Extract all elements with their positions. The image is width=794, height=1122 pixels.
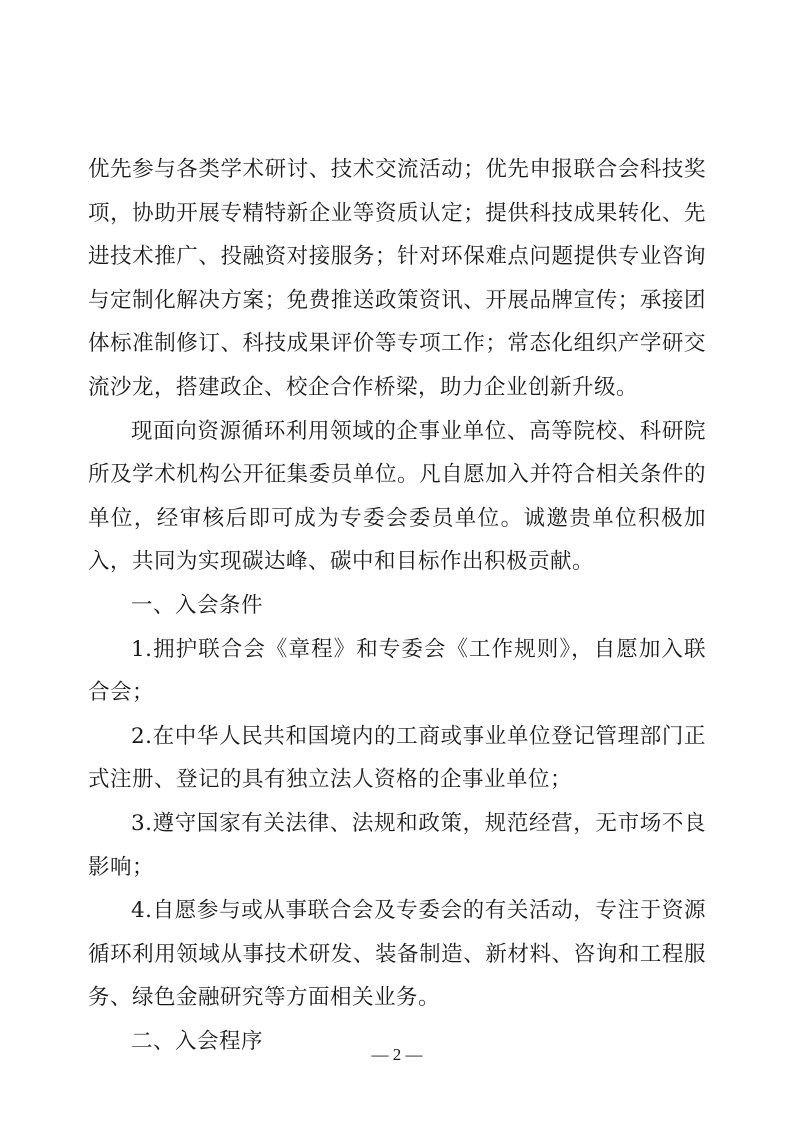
section-heading-membership-procedure: 二、入会程序 — [131, 1028, 264, 1054]
paragraph-recruitment-notice: 现面向资源循环利用领域的企事业单位、高等院校、科研院所及学术机构公开征集委员单位。凡自愿加入并符合相关条件的单位，经审核后即可成为专委会委员单位。诚邀贵单位积极加入，共同为实现碳达峰、碳中和目标作出积极贡献。 — [88, 418, 706, 575]
condition-item-4: 4.自愿参与或从事联合会及专委会的有关活动，专注于资源循环利用领域从事技术研发、装备制造、新材料、咨询和工程服务、绿色金融研究等方面相关业务。 — [88, 898, 706, 1011]
paragraph-member-benefits: 优先参与各类学术研讨、技术交流活动；优先申报联合会科技奖项，协助开展专精特新企业等资质认定；提供科技成果转化、先进技术推广、投融资对接服务；针对环保难点问题提供专业咨询与定制化解决方案；免费推送政策资讯、开展品牌宣传；承接团体标准制修订、科技成果评价等专项工作；常态化组织产学研交流沙龙，搭建政企、校企合作桥梁，助力企业创新升级。 — [88, 157, 706, 400]
condition-item-2: 2.在中华人民共和国境内的工商或事业单位登记管理部门正式注册、登记的具有独立法人资格的企事业单位； — [88, 723, 706, 793]
condition-item-1: 1.拥护联合会《章程》和专委会《工作规则》，自愿加入联合会； — [88, 636, 706, 706]
condition-item-3: 3.遵守国家有关法律、法规和政策，规范经营，无市场不良影响； — [88, 810, 706, 880]
section-heading-membership-conditions: 一、入会条件 — [131, 592, 264, 618]
page-number: — 2 — — [371, 1045, 423, 1064]
document-body — [88, 148, 706, 1063]
